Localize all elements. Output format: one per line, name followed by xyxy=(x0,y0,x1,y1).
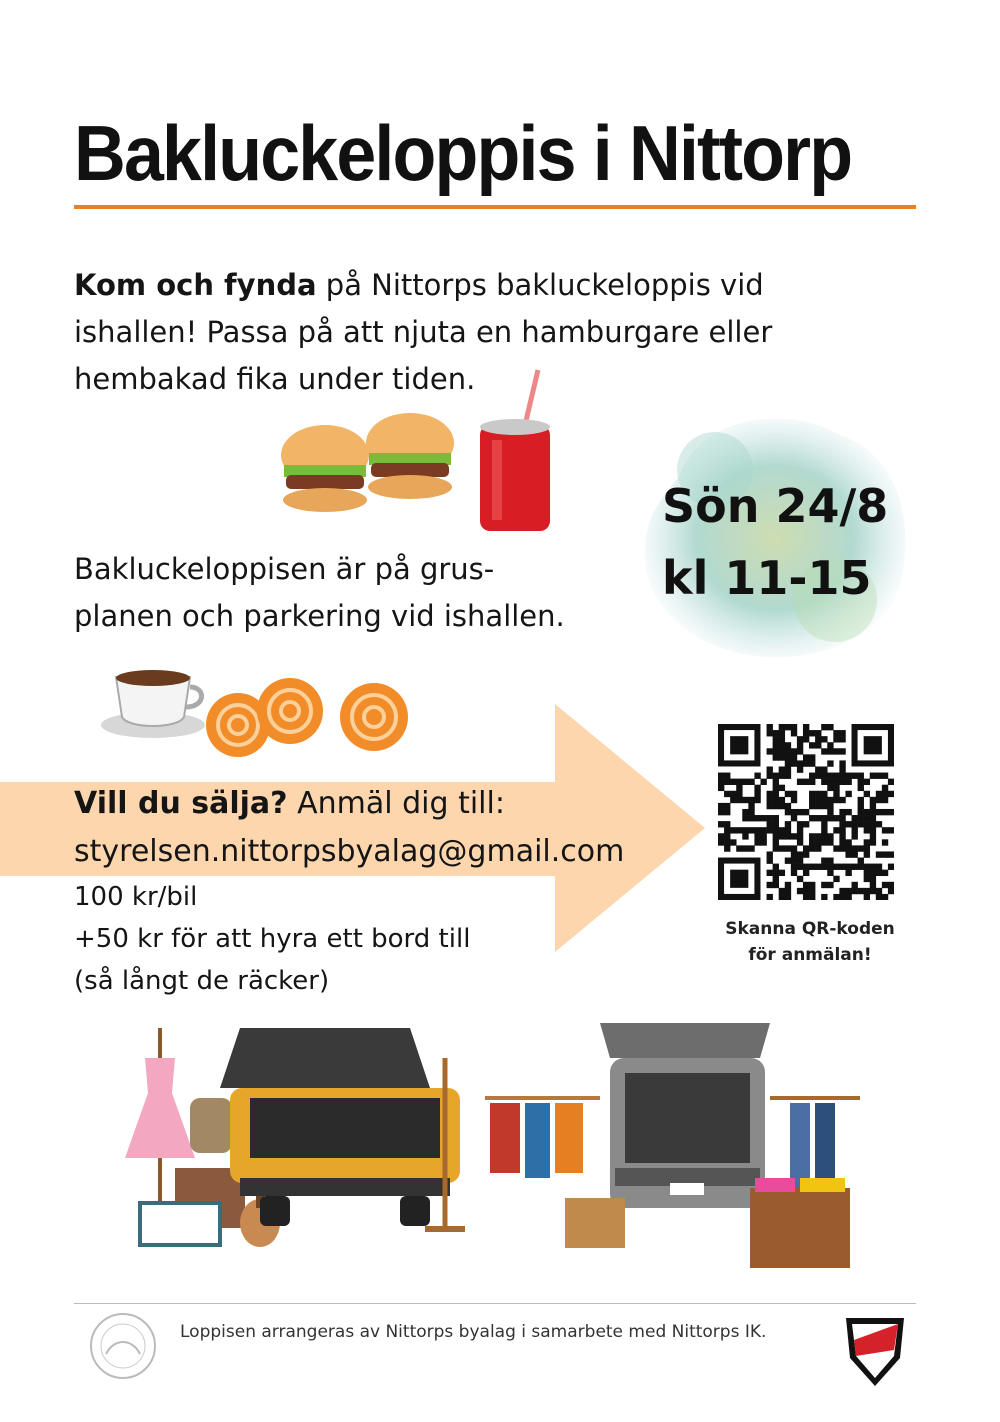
price-car: 100 kr/bil xyxy=(74,882,198,912)
table-note: (så långt de räcker) xyxy=(74,966,330,996)
title-underline xyxy=(74,205,916,209)
car-trunk-right-icon xyxy=(600,1023,770,1208)
burger-icon xyxy=(281,425,369,512)
flea-market-illustration xyxy=(100,1018,880,1288)
date-line1: Sön 24/8 xyxy=(662,479,889,533)
page-title: Bakluckeloppis i Nittorp xyxy=(74,109,852,197)
seller-info xyxy=(74,780,624,876)
box-icon xyxy=(565,1198,625,1248)
nik-club-logo xyxy=(836,1310,914,1390)
burger-icon xyxy=(366,413,454,499)
price-info xyxy=(74,876,470,1002)
byalag-logo xyxy=(84,1310,162,1382)
qr-caption-line2: för anmälan! xyxy=(748,945,872,965)
qr-caption xyxy=(700,916,920,968)
price-table: +50 kr för att hyra ett bord till xyxy=(74,924,471,954)
backpack-icon xyxy=(190,1098,232,1153)
sell-rest: Anmäl dig till: xyxy=(287,786,505,821)
intro-bold: Kom och fynda xyxy=(74,268,317,302)
qr-code[interactable] xyxy=(718,724,894,900)
location-paragraph xyxy=(74,546,854,640)
clothes-rack-icon xyxy=(485,1098,600,1178)
soda-can-icon xyxy=(480,370,550,531)
folded-clothes-icon xyxy=(750,1178,850,1268)
intro-line2: ishallen! Passa på att njuta en hamburgare eller xyxy=(74,315,773,349)
location-line2: planen och parkering vid ishallen. xyxy=(74,599,565,633)
intro-line1: på Nittorps bakluckeloppis vid xyxy=(316,268,764,302)
location-line1: Bakluckeloppisen är på grus- xyxy=(74,552,495,586)
contact-email[interactable]: styrelsen.nittorpsbyalag@gmail.com xyxy=(74,834,625,869)
footer-text: Loppisen arrangeras av Nittorps byalag i samarbete med Nittorps IK. xyxy=(180,1322,767,1342)
burgers-and-soda-illustration xyxy=(270,365,560,535)
intro-line3: hembakad fika under tiden. xyxy=(74,362,476,396)
sell-bold: Vill du sälja? xyxy=(74,786,288,821)
date-line2: kl 11-15 xyxy=(662,551,872,605)
footer-divider xyxy=(74,1303,916,1304)
qr-caption-line1: Skanna QR-koden xyxy=(725,919,895,939)
crate-icon xyxy=(140,1168,245,1245)
